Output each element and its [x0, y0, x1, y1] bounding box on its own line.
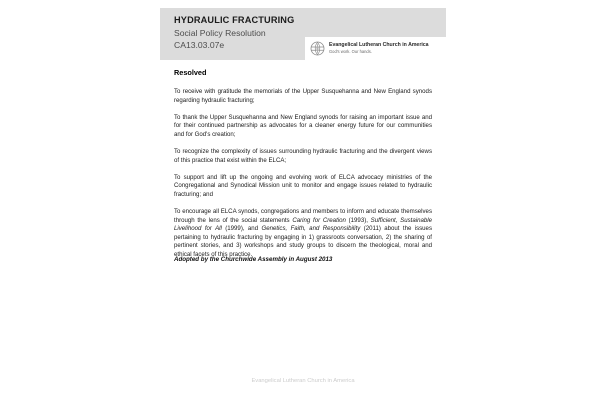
organization-name: Evangelical Lutheran Church in America	[329, 42, 429, 49]
document-code: CA13.03.07e	[174, 40, 225, 50]
final-paragraph-tail: about the issues pertaining to hydraulic fracturing by engaging in 1) grassroots conversation, 2) the sharing of pertinent stories, and 3) workshops and study groups to discern the theological, moral and ethical facets of this practice.	[174, 225, 432, 258]
page-title: HYDRAULIC FRACTURING	[174, 15, 295, 25]
resolution-paragraph-final	[174, 208, 432, 260]
social-statement-year-2: (1999), and	[221, 225, 262, 233]
document-page	[160, 0, 446, 400]
social-statement-year-3: (2011)	[360, 225, 385, 233]
organization-logo-block	[305, 37, 446, 60]
social-statement-year-1: (1993),	[345, 216, 371, 224]
logo-text-group	[329, 42, 429, 55]
social-statement-title-3: Genetics, Faith, and Responsibility	[261, 225, 361, 233]
social-statement-title-1: Caring for Creation	[292, 216, 346, 224]
organization-tagline: God's work. Our hands.	[329, 48, 372, 54]
document-subtitle: Social Policy Resolution	[174, 28, 266, 38]
elca-globe-cross-icon	[310, 41, 325, 56]
header-title-group	[174, 14, 324, 51]
document-header-band	[160, 8, 446, 60]
resolution-paragraph: To support and lift up the ongoing and evolving work of ELCA advocacy ministries of the Congregational and Synodical Mission unit to monitor and engage issues related to hydraulic fracturing; and	[174, 173, 432, 198]
resolution-paragraph: To thank the Upper Susquehanna and New England synods for raising an important issue and for their continued partnership as advocates for a cleaner energy future for our communities and for God's creation;	[174, 113, 432, 138]
resolution-paragraph: To receive with gratitude the memorials of the Upper Susquehanna and New England synods regarding hydraulic fracturing;	[174, 88, 432, 104]
resolution-paragraph: To recognize the complexity of issues surrounding hydraulic fracturing and the divergent views of this practice that exist within the ELCA;	[174, 147, 432, 164]
section-heading-resolved: Resolved	[174, 68, 207, 77]
page-footer: Evangelical Lutheran Church in America	[251, 378, 355, 384]
final-paragraph-lead: To encourage all ELCA synods, congregations and members to inform and educate themselves through the lens of the social statements	[174, 207, 432, 224]
social-statement-title-2: Sufficient, Sustainable Livelihood for All	[174, 216, 432, 233]
document-body	[174, 68, 432, 260]
adoption-statement: Adopted by the Churchwide Assembly in August 2013	[174, 256, 333, 263]
